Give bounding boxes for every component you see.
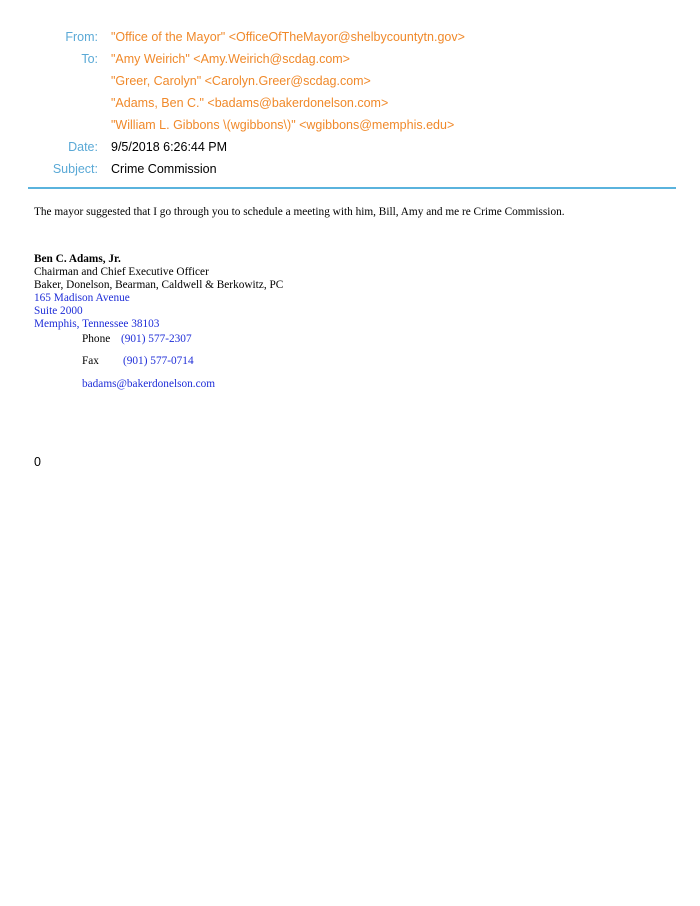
fax-label: Fax	[82, 355, 99, 367]
from-value[interactable]: "Office of the Mayor" <OfficeOfTheMayor@shelbycountytn.gov>	[111, 30, 465, 44]
phone-label: Phone	[82, 333, 111, 345]
recipient-ben-adams[interactable]: "Adams, Ben C." <badams@bakerdonelson.com>	[111, 96, 389, 110]
address-line-2[interactable]: Suite 2000	[34, 305, 83, 317]
phone-link[interactable]: (901) 577-2307	[121, 333, 192, 345]
recipient-carolyn-greer[interactable]: "Greer, Carolyn" <Carolyn.Greer@scdag.com>	[111, 74, 371, 88]
to-label: To:	[81, 52, 98, 66]
address-line-3[interactable]: Memphis, Tennessee 38103	[34, 318, 160, 330]
signature-block	[34, 253, 283, 331]
from-label: From:	[65, 30, 98, 44]
header-divider	[28, 187, 676, 189]
message-body	[34, 206, 634, 219]
signature-firm: Baker, Donelson, Bearman, Caldwell & Berkowitz, PC	[34, 279, 284, 291]
message-text: The mayor suggested that I go through you to schedule a meeting with him, Bill, Amy and me re Crime Commission.	[34, 206, 565, 218]
recipient-amy-weirich[interactable]: "Amy Weirich" <Amy.Weirich@scdag.com>	[111, 52, 350, 66]
email-link[interactable]: badams@bakerdonelson.com	[82, 378, 216, 390]
subject-label: Subject:	[52, 162, 98, 176]
signature-name: Ben C. Adams, Jr.	[34, 253, 121, 265]
recipient-william-gibbons[interactable]: "William L. Gibbons \(wgibbons\)" <wgibbons@memphis.edu>	[111, 118, 455, 132]
fax-link[interactable]: (901) 577-0714	[123, 355, 194, 367]
subject-value: Crime Commission	[111, 162, 217, 176]
signature-title: Chairman and Chief Executive Officer	[34, 266, 209, 278]
address-line-1[interactable]: 165 Madison Avenue	[34, 292, 130, 304]
trailing-text: 0	[34, 455, 41, 469]
date-value: 9/5/2018 6:26:44 PM	[111, 140, 228, 154]
date-label: Date:	[68, 140, 98, 154]
